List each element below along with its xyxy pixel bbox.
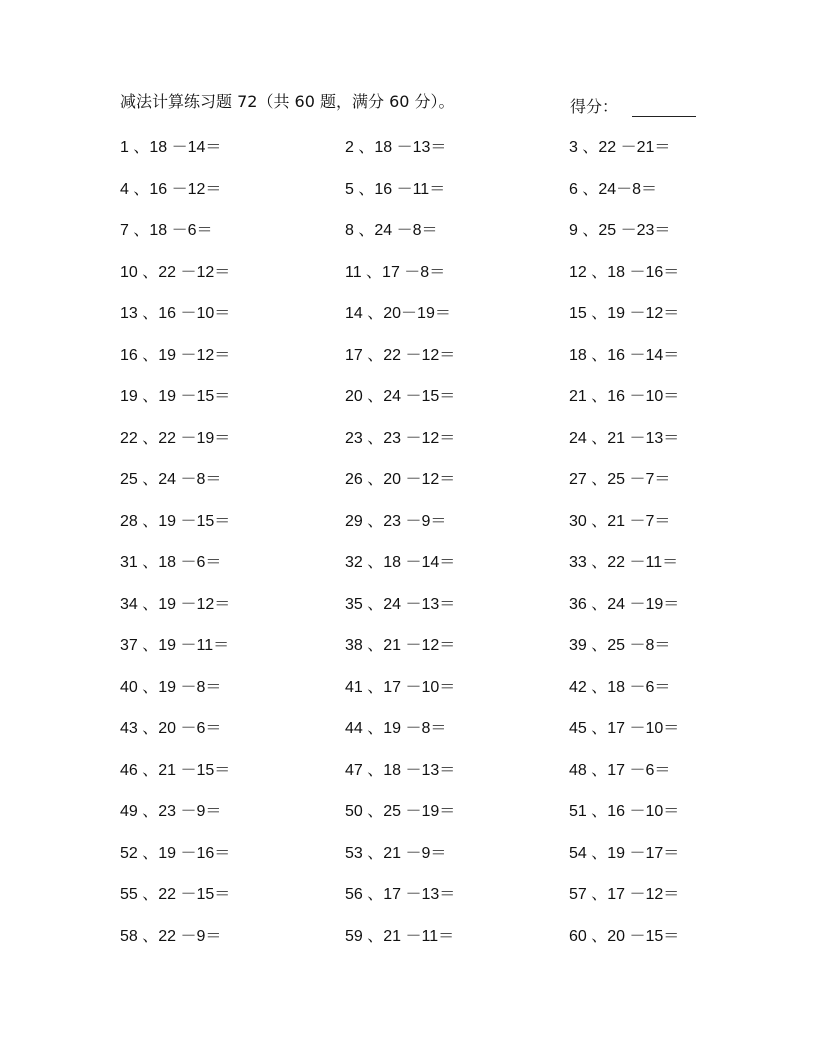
- problem-item: 14 、20－19＝: [345, 305, 451, 322]
- score-label: 得分：: [570, 97, 619, 116]
- problem-item: 43 、20 －6＝: [120, 720, 222, 737]
- problem-item: 35 、24 －13＝: [345, 595, 456, 613]
- problem-item: 54 、19 －17＝: [569, 844, 680, 862]
- score-blank-line: [632, 100, 696, 117]
- problem-item: 18 、16 －14＝: [569, 346, 680, 364]
- problem-item: 7 、18 －6＝: [120, 222, 213, 239]
- problem-item: 29 、23 －9＝: [345, 512, 447, 530]
- problem-item: 3 、22 －21＝: [569, 139, 671, 156]
- problem-item: 49 、23 －9＝: [120, 803, 222, 820]
- problem-item: 28 、19 －15＝: [120, 512, 231, 530]
- problem-item: 1 、18 －14＝: [120, 139, 222, 156]
- problem-item: 27 、25 －7＝: [569, 471, 671, 488]
- problem-item: 25 、24 －8＝: [120, 471, 222, 488]
- problem-item: 20 、24 －15＝: [345, 388, 456, 405]
- problem-item: 34 、19 －12＝: [120, 595, 231, 613]
- problem-item: 4 、16 －12＝: [120, 180, 222, 198]
- problem-item: 56 、17 －13＝: [345, 886, 456, 903]
- problem-item: 33 、22 －11＝: [569, 554, 679, 571]
- problem-item: 53 、21 －9＝: [345, 844, 447, 862]
- problem-item: 5 、16 －11＝: [345, 180, 446, 198]
- problem-grid: [120, 136, 760, 966]
- problem-item: 16 、19 －12＝: [120, 346, 231, 364]
- problem-item: 21 、16 －10＝: [569, 388, 680, 405]
- score-area: [570, 94, 696, 117]
- problem-item: 50 、25 －19＝: [345, 803, 456, 820]
- problem-item: 24 、21 －13＝: [569, 429, 680, 447]
- problem-item: 2 、18 －13＝: [345, 139, 447, 156]
- problem-item: 26 、20 －12＝: [345, 471, 456, 488]
- page-title: 减法计算练习题 72（共 60 题，满分 60 分）。: [120, 92, 455, 111]
- problem-item: 58 、22 －9＝: [120, 927, 222, 945]
- problem-item: 60 、20 －15＝: [569, 927, 680, 945]
- problem-item: 36 、24 －19＝: [569, 595, 680, 613]
- problem-item: 45 、17 －10＝: [569, 720, 680, 737]
- problem-item: 52 、19 －16＝: [120, 844, 231, 862]
- problem-item: 15 、19 －12＝: [569, 305, 680, 322]
- problem-item: 48 、17 －6＝: [569, 761, 671, 779]
- problem-item: 31 、18 －6＝: [120, 554, 222, 571]
- problem-item: 51 、16 －10＝: [569, 803, 680, 820]
- problem-item: 44 、19 －8＝: [345, 720, 447, 737]
- problem-item: 32 、18 －14＝: [345, 554, 456, 571]
- problem-item: 13 、16 －10＝: [120, 305, 231, 322]
- problem-item: 23 、23 －12＝: [345, 429, 456, 447]
- problem-item: 12 、18 －16＝: [569, 263, 680, 281]
- problem-item: 37 、19 －11＝: [120, 637, 230, 654]
- problem-item: 42 、18 －6＝: [569, 678, 671, 696]
- problem-item: 40 、19 －8＝: [120, 678, 222, 696]
- problem-item: 57 、17 －12＝: [569, 886, 680, 903]
- problem-item: 22 、22 －19＝: [120, 429, 231, 447]
- problem-item: 19 、19 －15＝: [120, 388, 231, 405]
- problem-item: 59 、21 －11＝: [345, 927, 455, 945]
- problem-item: 38 、21 －12＝: [345, 637, 456, 654]
- problem-item: 11 、17 －8＝: [345, 263, 446, 281]
- problem-item: 47 、18 －13＝: [345, 761, 456, 779]
- problem-item: 17 、22 －12＝: [345, 346, 456, 364]
- problem-item: 46 、21 －15＝: [120, 761, 231, 779]
- problem-item: 55 、22 －15＝: [120, 886, 231, 903]
- problem-item: 41 、17 －10＝: [345, 678, 456, 696]
- problem-item: 8 、24 －8＝: [345, 222, 438, 239]
- problem-item: 6 、24－8＝: [569, 180, 658, 198]
- problem-item: 39 、25 －8＝: [569, 637, 671, 654]
- problem-item: 10 、22 －12＝: [120, 263, 231, 281]
- problem-item: 9 、25 －23＝: [569, 222, 671, 239]
- problem-item: 30 、21 －7＝: [569, 512, 671, 530]
